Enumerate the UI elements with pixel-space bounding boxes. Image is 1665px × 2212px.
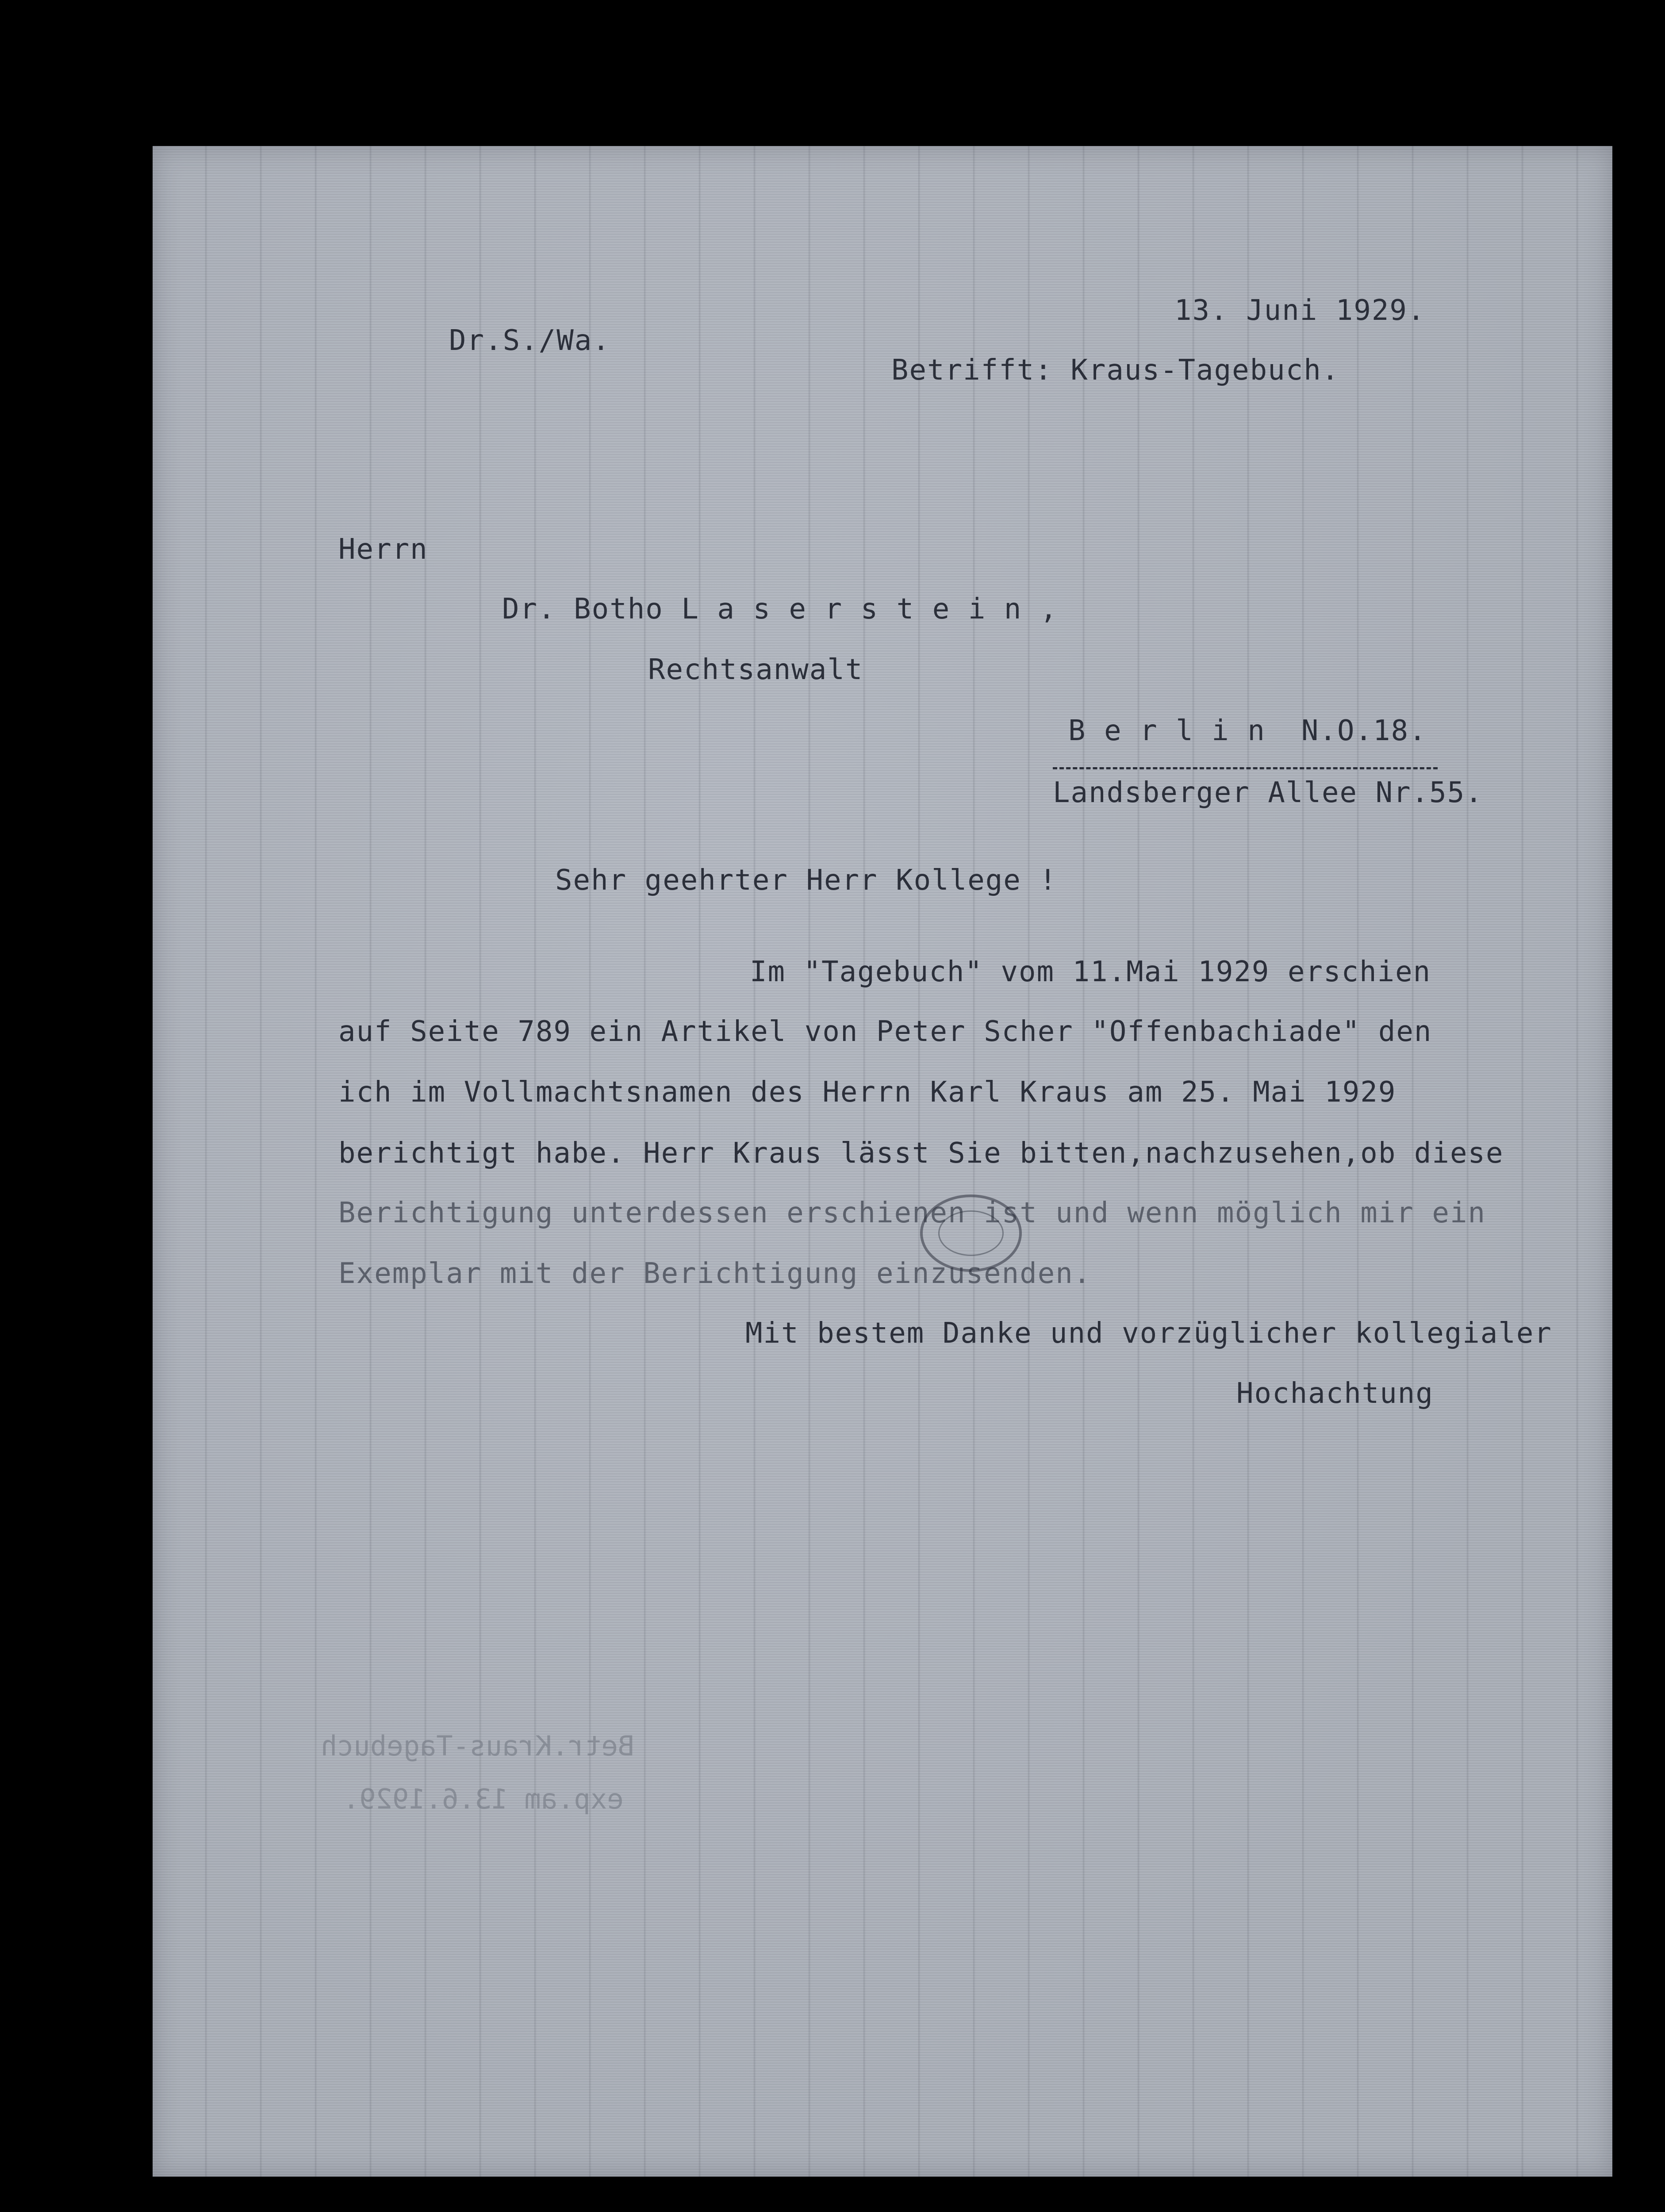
reverse-note-line-2: exp.am 13.6.1929. [343, 1783, 624, 1815]
greeting: Sehr geehrter Herr Kollege ! [555, 864, 1057, 897]
letter-subject: Betrifft: Kraus-Tagebuch. [891, 354, 1340, 387]
letter-date: 13. Juni 1929. [1174, 294, 1426, 327]
closing-line-2: Hochachtung [1236, 1377, 1434, 1410]
body-line-6: Exemplar mit der Berichtigung einzusenden. [338, 1257, 1092, 1290]
body-line-4: berichtigt habe. Herr Kraus lässt Sie bitten,nachzusehen,ob diese [338, 1137, 1504, 1170]
addressee-city: B e r l i n N.O.18. [1068, 714, 1427, 747]
addressee-name: Dr. Botho L a s e r s t e i n , [502, 593, 1058, 626]
addressee-street: Landsberger Allee Nr.55. [1053, 776, 1483, 809]
address-underline [1053, 767, 1438, 769]
addressee-salutation: Herrn [338, 533, 428, 566]
letter-reference: Dr.S./Wa. [449, 324, 610, 357]
addressee-title: Rechtsanwalt [648, 653, 863, 686]
reverse-note-line-1: Betr.Kraus-Tagebuch [321, 1730, 635, 1762]
body-line-3: ich im Vollmachtsnamen des Herrn Karl Kraus am 25. Mai 1929 [338, 1076, 1396, 1109]
body-line-5: Berichtigung unterdessen erschienen ist und wenn möglich mir ein [338, 1197, 1486, 1229]
body-line-2: auf Seite 789 ein Artikel von Peter Scher "Offenbachiade" den [338, 1015, 1432, 1048]
stamp-seal [920, 1194, 1022, 1272]
body-line-1: Im "Tagebuch" vom 11.Mai 1929 erschien [750, 956, 1431, 988]
letter-sheet [153, 146, 1612, 2177]
closing-line-1: Mit bestem Danke und vorzüglicher kollegialer [745, 1317, 1552, 1350]
